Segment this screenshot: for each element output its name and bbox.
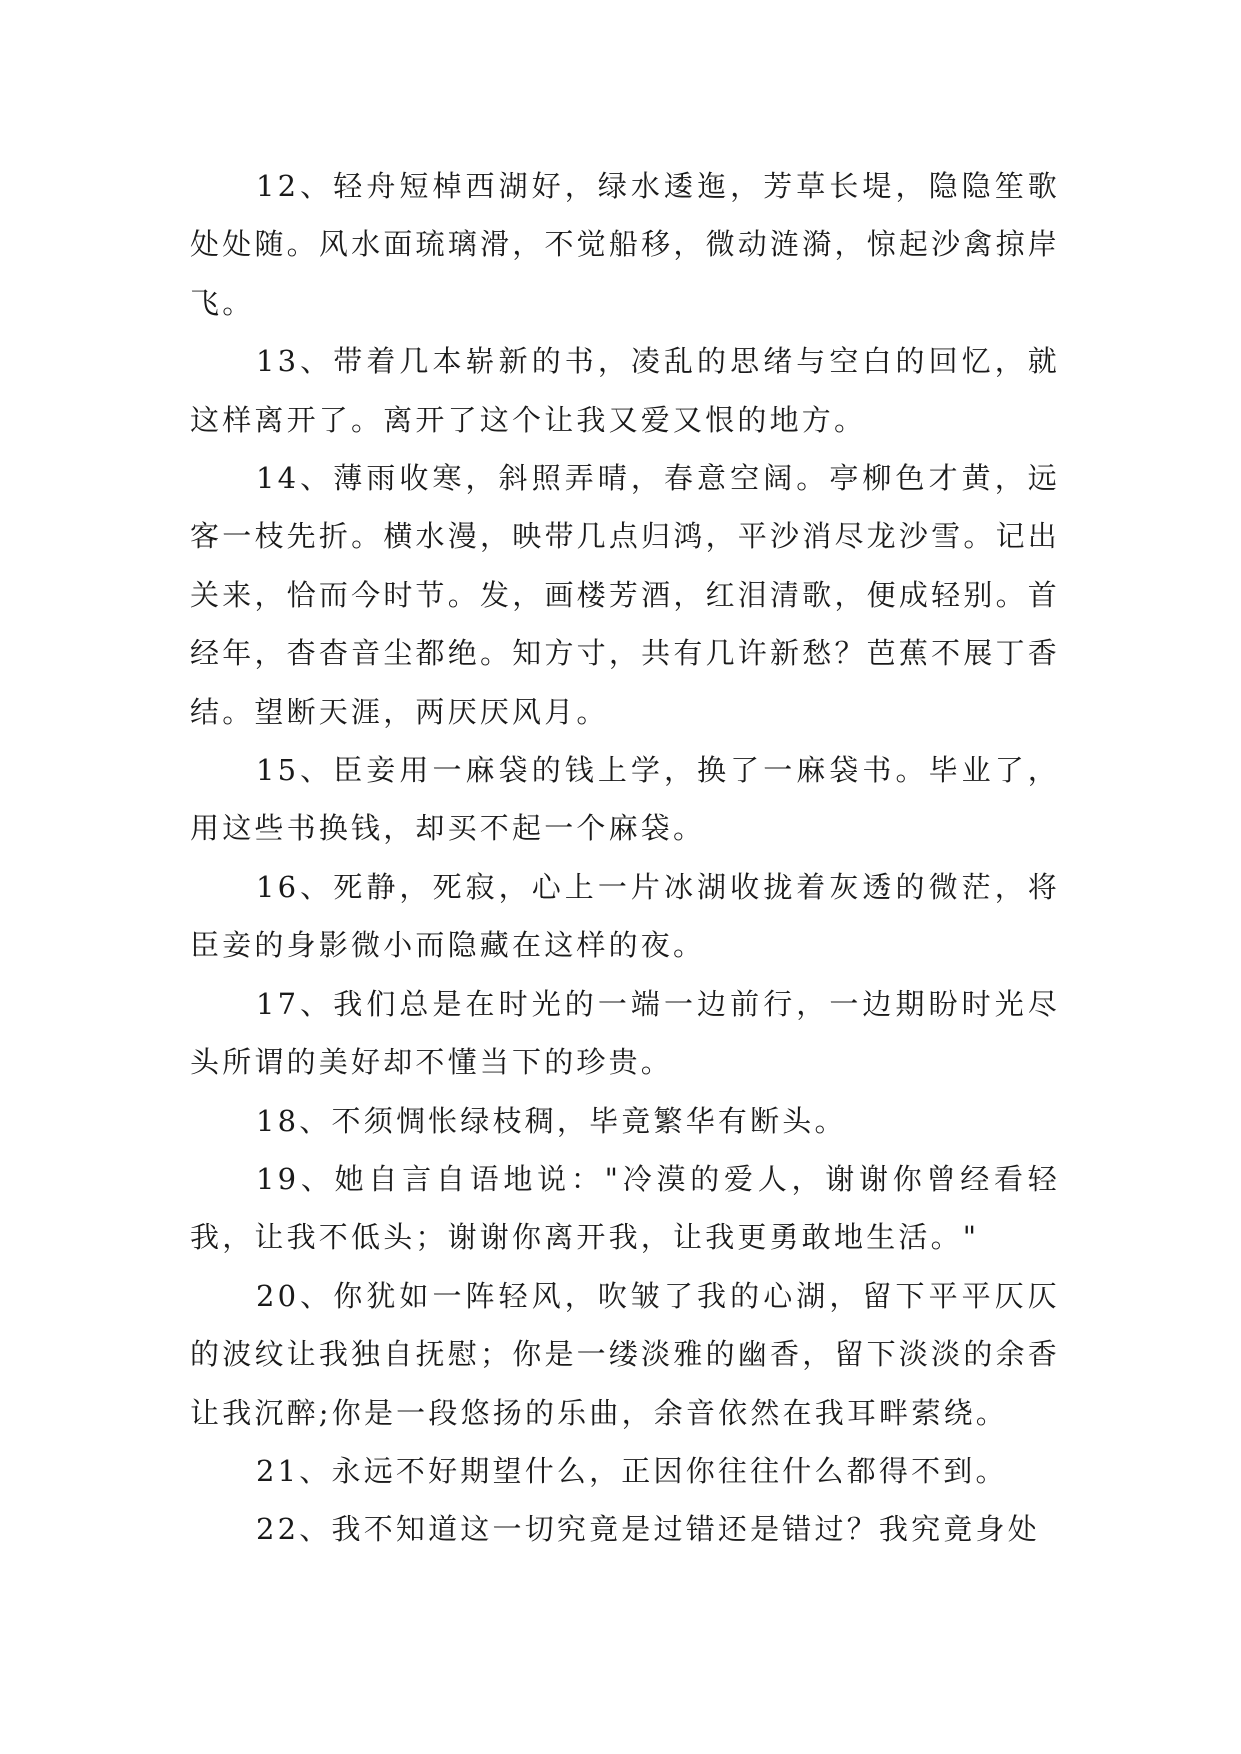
paragraph-12: 12、轻舟短棹西湖好，绿水逶迤，芳草长堤，隐隐笙歌处处随。风水面琉璃滑，不觉船移，微动涟漪，惊起沙禽掠岸飞。	[190, 169, 1060, 320]
paragraph-17: 17、我们总是在时光的一端一边前行，一边期盼时光尽头所谓的美好却不懂当下的珍贵。	[190, 986, 1060, 1080]
paragraph-13: 13、带着几本崭新的书，凌乱的思绪与空白的回忆，就这样离开了。离开了这个让我又爱又恨的地方。	[190, 344, 1060, 437]
document-body	[190, 157, 1060, 1559]
paragraph-22: 22、我不知道这一切究竟是过错还是错过？我究竟身处	[256, 1512, 1040, 1547]
paragraph-15: 15、臣妾用一麻袋的钱上学，换了一麻袋书。毕业了，用这些书换钱，却买不起一个麻袋。	[190, 753, 1060, 846]
paragraph-18: 18、不须惆怅绿枝稠，毕竟繁华有断头。	[256, 1103, 847, 1138]
paragraph-14: 14、薄雨收寒，斜照弄晴，春意空阔。亭柳色才黄，远客一枝先折。横水漫，映带几点归鸿，平沙消尽龙沙雪。记出关来，恰而今时节。发，画楼芳酒，红泪清歌，便成轻别。首经年，杳杳音尘都绝。知方寸，共有几许新愁？芭蕉不展丁香结。望断天涯，两厌厌风月。	[190, 461, 1060, 729]
paragraph-21: 21、永远不好期望什么，正因你往往什么都得不到。	[256, 1453, 1008, 1488]
paragraph-16: 16、死静，死寂，心上一片冰湖收拢着灰透的微茫，将臣妾的身影微小而隐藏在这样的夜。	[190, 869, 1060, 963]
paragraph-20: 20、你犹如一阵轻风，吹皱了我的心湖，留下平平仄仄的波纹让我独自抚慰；你是一缕淡雅的幽香，留下淡淡的余香让我沉醉;你是一段悠扬的乐曲，余音依然在我耳畔萦绕。	[190, 1278, 1060, 1430]
paragraph-19: 19、她自言自语地说："冷漠的爱人，谢谢你曾经看轻我，让我不低头；谢谢你离开我，让我更勇敢地生活。"	[190, 1161, 1060, 1255]
